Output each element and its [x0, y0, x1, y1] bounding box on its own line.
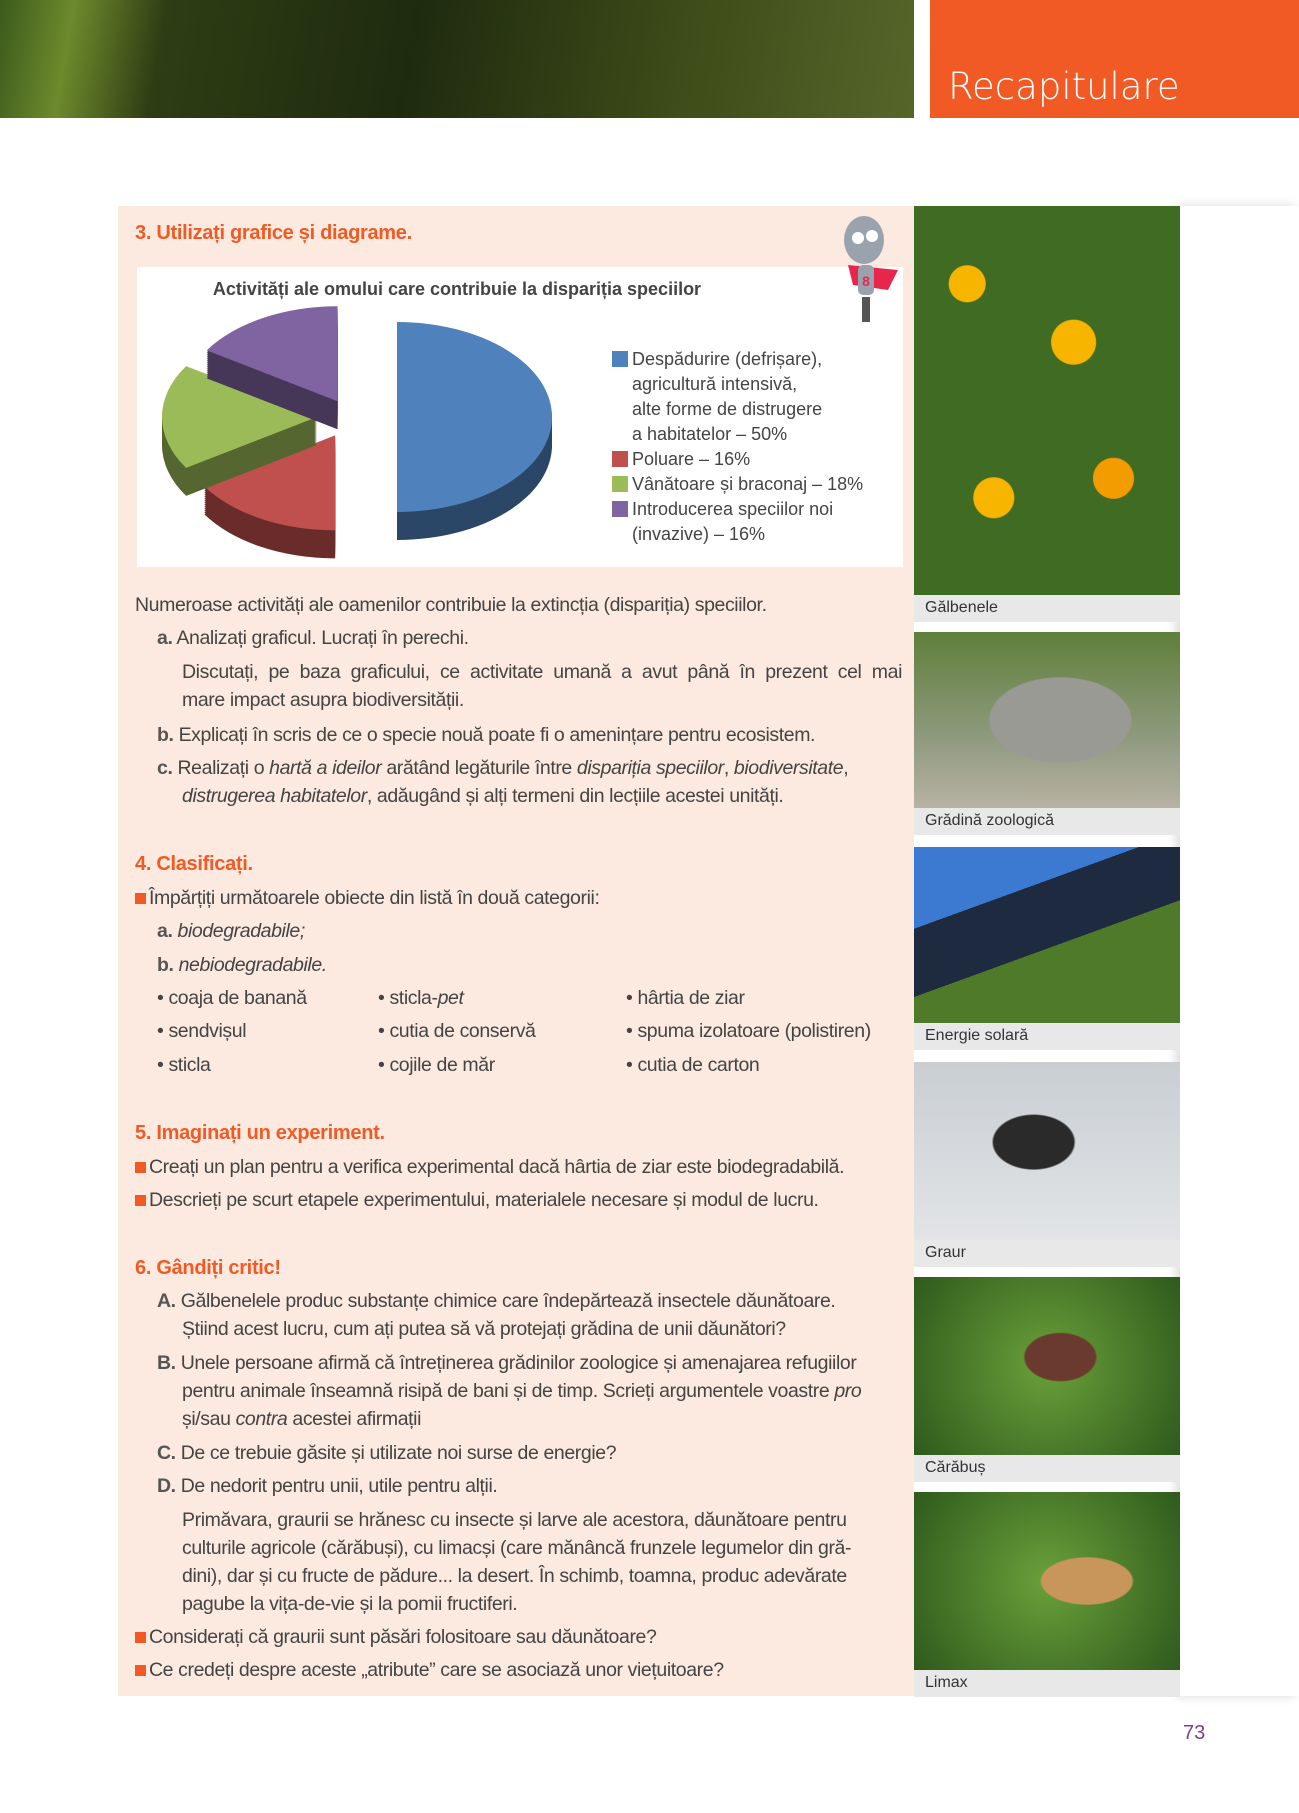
photo-slug — [914, 1492, 1180, 1697]
legend-label: agricultură intensivă, — [632, 374, 798, 394]
list-item: cutia de carton — [637, 1054, 760, 1076]
question-B-term: contra — [235, 1408, 288, 1430]
section5-line: Creați un plan pentru a verifica experimental dacă hârtia de ziar este biodegradabilă. — [149, 1156, 845, 1178]
bullet-square-icon — [135, 1632, 146, 1643]
legend-swatch — [612, 501, 628, 517]
label-b: b. — [157, 954, 174, 976]
legend-entry — [612, 472, 863, 497]
section3-title: 3. Utilizați grafice și diagrame. — [135, 222, 412, 244]
paragraph-line: Primăvara, graurii se hrănesc cu insecte și larve ale acestora, dăunătoare pentru — [182, 1509, 847, 1531]
question-D: De nedorit pentru unii, utile pentru alții. — [180, 1475, 498, 1497]
legend-entry — [612, 522, 863, 547]
section4-title: 4. Clasificați. — [135, 853, 253, 875]
list-item: sticla — [168, 1054, 211, 1076]
bullet-square-icon — [135, 893, 146, 904]
section6-title: 6. Gândiți critic! — [135, 1257, 281, 1279]
bullet-square-icon — [135, 1195, 146, 1206]
list-item: sendvișul — [168, 1020, 247, 1042]
photo-caption: Grădină zoologică — [914, 808, 1180, 835]
label-a: a. — [157, 920, 173, 942]
pie-chart — [137, 267, 903, 567]
label-A: A. — [157, 1290, 176, 1312]
task-c-text: Realizați o — [177, 757, 270, 779]
list-item: coaja de banană — [168, 987, 307, 1009]
label-a: a. — [157, 627, 173, 649]
page-number: 73 — [1183, 1722, 1206, 1744]
pie-plot — [137, 267, 577, 567]
list-item: cutia de conservă — [389, 1020, 536, 1042]
list-item: hârtia de ziar — [637, 987, 745, 1009]
legend-swatch — [612, 351, 628, 367]
task-a-line2: Discutați, pe baza graficului, ce activitate umană a avut până în prezent cel mai — [182, 661, 902, 683]
question-B: Unele persoane afirmă că întreținerea grădinilor zoologice și amenajarea refugiilor — [180, 1352, 857, 1374]
legend-label: Vânătoare și braconaj – 18% — [632, 474, 864, 494]
question-A: Gălbenelele produc substanțe chimice care îndepărtează insectele dăunătoare. — [180, 1290, 836, 1312]
legend-label: (invazive) – 16% — [632, 524, 766, 544]
photo-marigolds — [914, 206, 1180, 622]
photo-caption: Cărăbuș — [914, 1455, 1180, 1482]
question-B-text: și/sau — [182, 1408, 236, 1430]
photo-caption: Limax — [914, 1670, 1180, 1697]
bullet-square-icon — [135, 1665, 146, 1676]
task-a-line1: Analizați graficul. Lucrați în perechi. — [176, 627, 469, 649]
photo-beetle — [914, 1277, 1180, 1482]
legend-entry — [612, 347, 863, 372]
task-c-text: , — [843, 757, 849, 779]
question-line: Ce credeți despre aceste „atribute” care se asociază unor viețuitoare? — [149, 1659, 724, 1681]
section4-instruction: Împărțiți următoarele obiecte din listă în două categorii: — [149, 887, 600, 909]
pie-slice — [397, 322, 552, 540]
label-b: b. — [157, 724, 174, 746]
task-c-term: biodiversitate — [733, 757, 844, 779]
chapter-header — [930, 0, 1299, 118]
list-item: cojile de măr — [389, 1054, 495, 1076]
section3-intro: Numeroase activități ale oamenilor contribuie la extincția (dispariția) speciilor. — [135, 594, 767, 616]
svg-text:8: 8 — [862, 273, 870, 289]
label-D: D. — [157, 1475, 176, 1497]
legend-swatch — [612, 451, 628, 467]
photo-starling — [914, 1062, 1180, 1267]
legend-entry — [612, 372, 863, 397]
legend-entry — [612, 497, 863, 522]
task-a-line3: mare impact asupra biodiversității. — [182, 689, 464, 711]
task-c-term: dispariția speciilor — [576, 757, 724, 779]
list-item: spuma izolatoare (polistiren) — [637, 1020, 871, 1042]
question-B-text: acestei afirmații — [287, 1408, 422, 1430]
legend-label: Despădurire (defrișare), — [632, 349, 823, 369]
paragraph-line: dini), dar și cu fructe de pădure... la desert. În schimb, toamna, produc adevărate — [182, 1565, 847, 1587]
question-B-term: pro — [834, 1380, 862, 1402]
chart-title: Activități ale omului care contribuie la dispariția speciilor — [212, 279, 702, 299]
list-item: sticla- — [389, 987, 438, 1009]
task-c-text: , adăugând și alți termeni din lecțiile acestei unități. — [366, 785, 784, 807]
paragraph-line: pagube la vița-de-vie și la pomii fructiferi. — [182, 1593, 518, 1615]
photo-caption: Graur — [914, 1240, 1180, 1267]
legend-entry — [612, 447, 863, 472]
question-B-text: pentru animale înseamnă risipă de bani și de timp. Scrieți argumentele voastre — [182, 1380, 835, 1402]
task-c-text: arătând legăturile între — [381, 757, 577, 779]
label-C: C. — [157, 1442, 176, 1464]
mascot-icon — [828, 210, 908, 330]
photo-caption: Gălbenele — [914, 595, 1180, 622]
bullet-square-icon — [135, 1162, 146, 1173]
task-c-term: hartă a ideilor — [269, 757, 382, 779]
banner-photo — [0, 0, 914, 118]
legend-entry — [612, 397, 863, 422]
label-B: B. — [157, 1352, 176, 1374]
chart-legend — [612, 347, 863, 547]
photo-zoo — [914, 632, 1180, 835]
legend-label: Poluare – 16% — [632, 449, 751, 469]
side-margin — [1180, 206, 1299, 1696]
label-c: c. — [157, 757, 173, 779]
section5-title: 5. Imaginați un experiment. — [135, 1122, 385, 1144]
list-item-italic: pet — [437, 987, 464, 1009]
task-b: Explicați în scris de ce o specie nouă poate fi o amenințare pentru ecosistem. — [178, 724, 816, 746]
category-a: biodegradabile; — [177, 920, 305, 942]
photo-caption: Energie solară — [914, 1023, 1180, 1050]
category-b: nebiodegradabile. — [178, 954, 327, 976]
task-c-text: , — [723, 757, 734, 779]
paragraph-line: culturile agricole (cărăbuși), cu limacși (care mănâncă frunzele legumelor din gră- — [182, 1537, 852, 1559]
task-c-term: distrugerea habitatelor — [182, 785, 367, 807]
legend-swatch — [612, 476, 628, 492]
photo-solar — [914, 847, 1180, 1050]
legend-entry — [612, 422, 863, 447]
chapter-title: Recapitulare — [948, 65, 1180, 108]
legend-label: alte forme de distrugere — [632, 399, 823, 419]
question-C: De ce trebuie găsite și utilizate noi surse de energie? — [180, 1442, 617, 1464]
question-A-line2: Știind acest lucru, cum ați putea să vă protejați grădina de unii dăunători? — [182, 1318, 786, 1340]
legend-label: a habitatelor – 50% — [632, 424, 788, 444]
legend-label: Introducerea speciilor noi — [632, 499, 834, 519]
question-line: Considerați că graurii sunt păsări folositoare sau dăunătoare? — [149, 1626, 657, 1648]
section5-line: Descrieți pe scurt etapele experimentului, materialele necesare și modul de lucru. — [149, 1189, 819, 1211]
